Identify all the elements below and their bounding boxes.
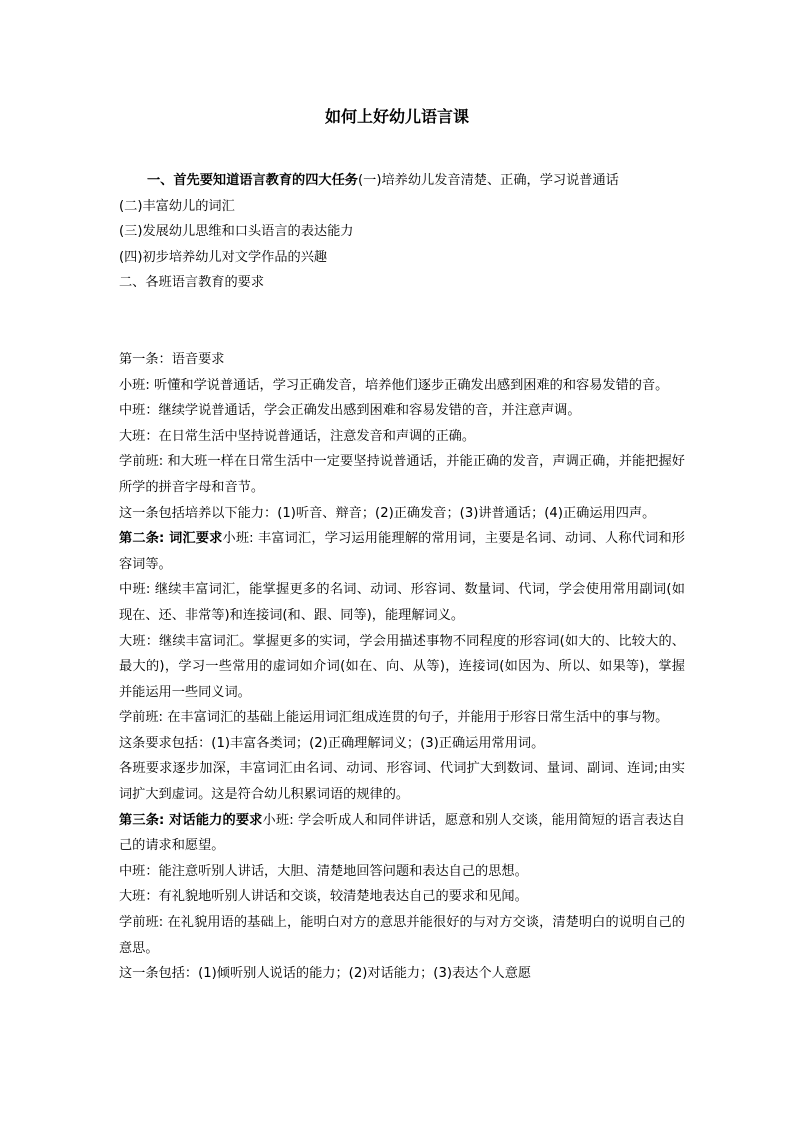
document-title: 如何上好幼儿语言课 bbox=[324, 107, 469, 126]
article-3-preschool-class: 学前班: 在礼貌用语的基础上，能明白对方的意思并能很好的与对方交谈，清楚明白的说明自己的意思。 bbox=[119, 915, 685, 956]
intro-paragraph bbox=[119, 168, 685, 194]
article-2-note: 各班要求逐步加深，丰富词汇由名词、动词、形容词、代词扩大到数词、量词、副词、连词;由实词扩大到虚词。这是符合幼儿积累词语的规律的。 bbox=[119, 761, 685, 803]
article-1-small-class: 小班: 听懂和学说普通话，学习正确发音，培养他们逐步正确发出感到困难的和容易发错的音。 bbox=[119, 377, 669, 393]
article-1-preschool-class: 学前班: 和大班一样在日常生活中一定要坚持说普通话，并能正确的发音，声调正确，并能把握好所学的拼音字母和音节。 bbox=[119, 454, 685, 495]
article-2-small-class: 小班: 丰富词汇，学习运用能理解的常用词，主要是名词、动词、人称代词和形容词等。 bbox=[119, 531, 685, 572]
section-2-heading: 二、各班语言教育的要求 bbox=[119, 275, 265, 291]
blank-line bbox=[119, 296, 685, 347]
article-1-heading: 第一条：语音要求 bbox=[119, 351, 225, 367]
article-1-summary: 这一条包括培养以下能力：(1)听音、辩音；(2)正确发音；(3)讲普通话；(4)正确运用四声。 bbox=[119, 505, 656, 521]
task-2: (二)丰富幼儿的词汇 bbox=[119, 198, 235, 214]
article-2-middle-class: 中班: 继续丰富词汇，能掌握更多的名词、动词、形容词、数量词、代词，学会使用常用副词(如现在、还、非常等)和连接词(和、跟、同等)，能理解词义。 bbox=[119, 582, 685, 623]
task-4: (四)初步培养幼儿对文学作品的兴趣 bbox=[119, 249, 328, 265]
article-2-summary: 这条要求包括：(1)丰富各类词；(2)正确理解词义；(3)正确运用常用词。 bbox=[119, 735, 545, 751]
article-3-small-class: 小班: 学会听成人和同伴讲话，愿意和别人交谈，能用简短的语言表达自己的请求和愿望。 bbox=[119, 812, 685, 854]
task-3: (三)发展幼儿思维和口头语言的表达能力 bbox=[119, 224, 354, 240]
article-3-summary: 这一条包括：(1)倾听别人说话的能力；(2)对话能力；(3)表达个人意愿 bbox=[119, 966, 532, 982]
article-3-paragraph bbox=[119, 808, 685, 859]
article-2-preschool-class: 学前班: 在丰富词汇的基础上能运用词汇组成连贯的句子，并能用于形容日常生活中的事与物。 bbox=[119, 710, 669, 726]
article-2-paragraph bbox=[119, 526, 685, 577]
document-body bbox=[119, 168, 685, 987]
intro-heading: 一、首先要知道语言教育的四大任务 bbox=[147, 173, 358, 188]
article-2-large-class: 大班：继续丰富词汇。掌握更多的实词，学会用描述事物不同程度的形容词(如大的、比较大的、最大的)，学习一些常用的虚词如介词(如在、向、从等)，连接词(如因为、所以、如果等)，掌握并能运用一些同义词。 bbox=[119, 633, 685, 700]
article-2-heading: 第二条: 词汇要求 bbox=[119, 531, 223, 547]
article-3-large-class: 大班：有礼貌地听别人讲话和交谈，较清楚地表达自己的要求和见闻。 bbox=[119, 889, 528, 905]
article-3-middle-class: 中班：能注意听别人讲话，大胆、清楚地回答问题和表达自己的思想。 bbox=[119, 863, 528, 879]
task-1: (一)培养幼儿发音清楚、正确，学习说普通话 bbox=[358, 173, 619, 188]
article-1-large-class: 大班：在日常生活中坚持说普通话，注意发音和声调的正确。 bbox=[119, 428, 476, 444]
article-3-heading: 第三条: 对话能力的要求 bbox=[119, 812, 263, 828]
article-1-middle-class: 中班：继续学说普通话，学会正确发出感到困难和容易发错的音，并注意声调。 bbox=[119, 403, 581, 419]
